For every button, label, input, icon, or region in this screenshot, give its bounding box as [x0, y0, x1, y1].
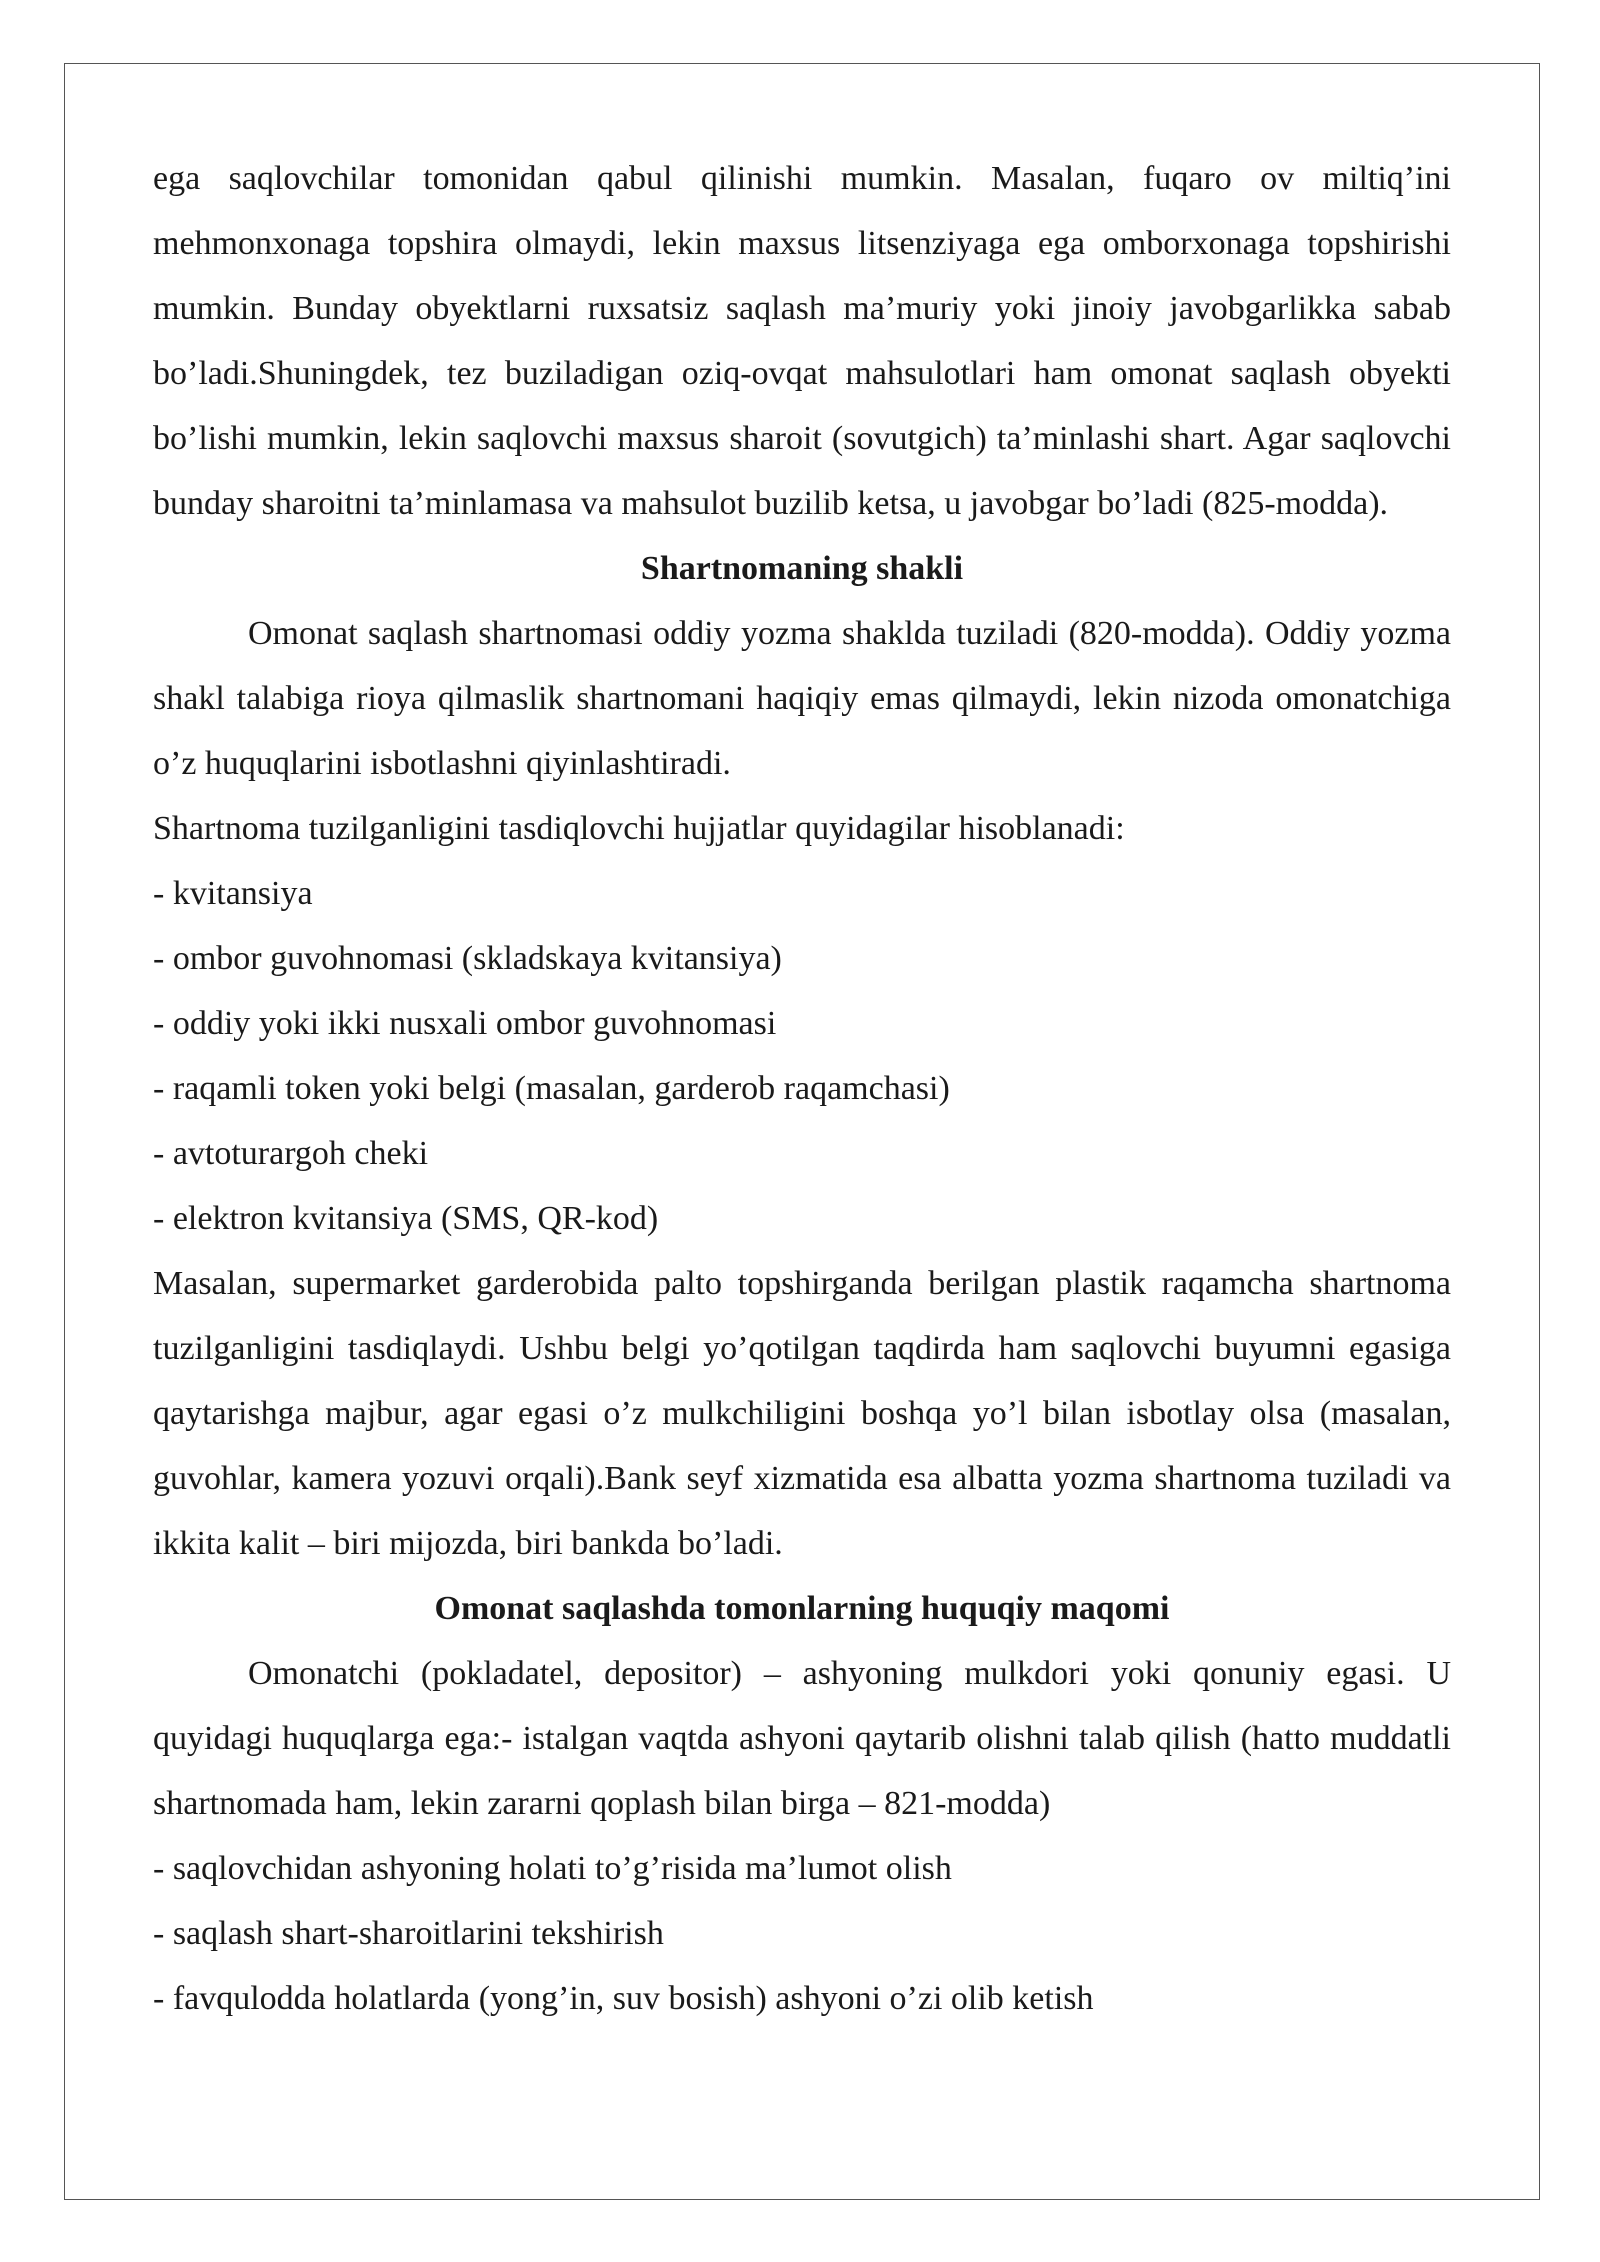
paragraph-example: Masalan, supermarket garderobida palto topshirganda berilgan plastik raqamcha shartnoma tuzilganligini tasdiqlaydi. Ushbu belgi yo’qotilgan taqdirda ham saqlovchi buyumni egasiga qaytarishga majbur, agar egasi o’z mulkchiligini boshqa yo’l bilan isbotlay olsa (masalan, guvohlar, kamera yozuvi orqali).Bank seyf xizmatida esa albatta yozma shartnoma tuziladi va ikkita kalit – biri mijozda, biri bankda bo’ladi.: [153, 1265, 1451, 1562]
paragraph-depositor-rights: Omonatchi (pokladatel, depositor) – ashyoning mulkdori yoki qonuniy egasi. U quyidagi huquqlarga ega:- istalgan vaqtda ashyoni qaytarib olishni talab qilish (hatto muddatli shartnomada ham, lekin zararni qoplash bilan birga – 821-modda): [153, 1655, 1451, 1822]
paragraph-intro: ega saqlovchilar tomonidan qabul qilinishi mumkin. Masalan, fuqaro ov miltiq’ini mehmonxonaga topshira olmaydi, lekin maxsus litsenziyaga ega omborxonaga topshirishi mumkin. Bunday obyektlarni ruxsatsiz saqlash ma’muriy yoki jinoiy javobgarlikka sabab bo’ladi.Shuningdek, tez buziladigan oziq-ovqat mahsulotlari ham omonat saqlash obyekti bo’lishi mumkin, lekin saqlovchi maxsus sharoit (sovutgich) ta’minlashi shart. Agar saqlovchi bunday sharoitni ta’minlamasa va mahsulot buzilib ketsa, u javobgar bo’ladi (825-modda).: [153, 160, 1451, 522]
document-body: [153, 146, 1451, 2031]
section-heading-contract-form: Shartnomaning shakli: [640, 550, 964, 587]
list-item: - saqlash shart-sharoitlarini tekshirish: [153, 1915, 664, 1952]
list-item: - ombor guvohnomasi (skladskaya kvitansiya): [153, 940, 782, 977]
list-item: - avtoturargoh cheki: [153, 1135, 429, 1172]
section-heading-legal-status: Omonat saqlashda tomonlarning huquqiy maqomi: [434, 1590, 1170, 1627]
list-item: - saqlovchidan ashyoning holati to’g’risida ma’lumot olish: [153, 1850, 952, 1887]
list-item: - favqulodda holatlarda (yong’in, suv bosish) ashyoni o’zi olib ketish: [153, 1980, 1094, 2017]
list-item: - elektron kvitansiya (SMS, QR-kod): [153, 1200, 659, 1237]
list-item: - oddiy yoki ikki nusxali ombor guvohnomasi: [153, 1005, 777, 1042]
paragraph-documents-intro: Shartnoma tuzilganligini tasdiqlovchi hujjatlar quyidagilar hisoblanadi:: [153, 810, 1125, 847]
list-item: - raqamli token yoki belgi (masalan, garderob raqamchasi): [153, 1070, 950, 1107]
paragraph-contract-form: Omonat saqlash shartnomasi oddiy yozma shaklda tuziladi (820-modda). Oddiy yozma shakl talabiga rioya qilmaslik shartnomani haqiqiy emas qilmaydi, lekin nizoda omonatchiga o’z huquqlarini isbotlashni qiyinlashtiradi.: [153, 615, 1451, 782]
documents-list: [153, 861, 1451, 1251]
rights-list: [153, 1836, 1451, 2031]
list-item: - kvitansiya: [153, 875, 313, 912]
